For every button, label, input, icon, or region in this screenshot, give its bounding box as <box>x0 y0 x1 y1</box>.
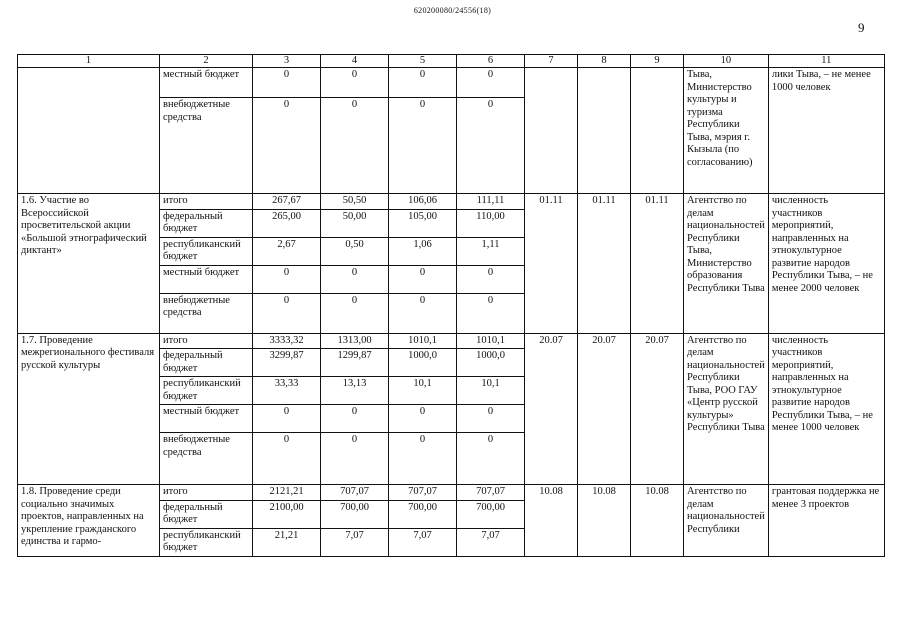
table-row <box>18 333 885 349</box>
funding-source: внебюджетные средства <box>160 433 253 485</box>
date-cell: 10.08 <box>578 485 631 557</box>
item-title-cell: 1.8. Проведение среди социально значимых проектов, направленных на укрепление гражданского единства и гармо- <box>18 485 160 557</box>
value-cell: 1000,0 <box>389 349 457 377</box>
value-cell: 0 <box>389 293 457 333</box>
value-cell: 2,67 <box>253 237 321 265</box>
header-cell: 6 <box>457 55 525 68</box>
value-cell: 0 <box>457 68 525 98</box>
funding-source: федеральный бюджет <box>160 209 253 237</box>
date-cell <box>631 68 684 194</box>
value-cell: 13,13 <box>321 377 389 405</box>
funding-source: итого <box>160 485 253 501</box>
value-cell: 1000,0 <box>457 349 525 377</box>
value-cell: 7,07 <box>457 528 525 556</box>
funding-source: республиканский бюджет <box>160 377 253 405</box>
value-cell: 111,11 <box>457 194 525 210</box>
value-cell: 7,07 <box>321 528 389 556</box>
executor-cell: Агентство по делам национальностей Республики Тыва, Министерство образования Республики Тыва <box>684 194 769 334</box>
value-cell: 50,50 <box>321 194 389 210</box>
value-cell: 0 <box>457 433 525 485</box>
date-cell: 20.07 <box>631 333 684 485</box>
date-cell: 20.07 <box>525 333 578 485</box>
value-cell: 3333,32 <box>253 333 321 349</box>
value-cell: 50,00 <box>321 209 389 237</box>
result-cell: численность участников мероприятий, направленных на этнокультурное развитие народов Республики Тыва, – не менее 2000 человек <box>768 194 884 334</box>
value-cell: 0 <box>253 293 321 333</box>
funding-source: федеральный бюджет <box>160 349 253 377</box>
value-cell: 3299,87 <box>253 349 321 377</box>
value-cell: 707,07 <box>389 485 457 501</box>
item-title-cell: 1.6. Участие во Всероссийской просветительской акции «Большой этнографический диктант» <box>18 194 160 334</box>
value-cell: 0 <box>321 265 389 293</box>
value-cell: 700,00 <box>389 500 457 528</box>
date-cell: 10.08 <box>631 485 684 557</box>
program-table <box>17 54 885 557</box>
header-cell: 7 <box>525 55 578 68</box>
funding-source: республиканский бюджет <box>160 237 253 265</box>
header-cell: 1 <box>18 55 160 68</box>
value-cell: 0 <box>457 293 525 333</box>
header-cell: 3 <box>253 55 321 68</box>
funding-source: итого <box>160 333 253 349</box>
value-cell: 265,00 <box>253 209 321 237</box>
funding-source: внебюджетные средства <box>160 98 253 194</box>
value-cell: 0 <box>321 98 389 194</box>
item-title-cell: 1.7. Проведение межрегионального фестиваля русской культуры <box>18 333 160 485</box>
result-cell: численность участников мероприятий, направленных на этнокультурное развитие народов Республики Тыва, – не менее 1000 человек <box>768 333 884 485</box>
value-cell: 2100,00 <box>253 500 321 528</box>
date-cell: 01.11 <box>631 194 684 334</box>
value-cell: 0 <box>389 405 457 433</box>
value-cell: 1299,87 <box>321 349 389 377</box>
value-cell: 707,07 <box>457 485 525 501</box>
value-cell: 0 <box>321 405 389 433</box>
header-cell: 5 <box>389 55 457 68</box>
funding-source: федеральный бюджет <box>160 500 253 528</box>
funding-source: местный бюджет <box>160 265 253 293</box>
value-cell: 0 <box>253 98 321 194</box>
date-cell: 01.11 <box>578 194 631 334</box>
table-row <box>18 194 885 210</box>
value-cell: 1,06 <box>389 237 457 265</box>
header-cell: 8 <box>578 55 631 68</box>
value-cell: 0 <box>457 98 525 194</box>
value-cell: 33,33 <box>253 377 321 405</box>
value-cell: 707,07 <box>321 485 389 501</box>
value-cell: 1313,00 <box>321 333 389 349</box>
value-cell: 7,07 <box>389 528 457 556</box>
document-id: 620200080/24556(18) <box>413 6 492 15</box>
header-cell: 4 <box>321 55 389 68</box>
value-cell: 10,1 <box>389 377 457 405</box>
value-cell: 0 <box>389 68 457 98</box>
header-cell: 11 <box>768 55 884 68</box>
executor-cell: Агентство по делам национальностей Республики <box>684 485 769 557</box>
page-number: 9 <box>858 20 865 35</box>
table-row <box>18 68 885 98</box>
value-cell: 700,00 <box>457 500 525 528</box>
executor-cell: Тыва, Министерство культуры и туризма Республики Тыва, мэрия г. Кызыла (по согласованию) <box>684 68 769 194</box>
header-cell: 9 <box>631 55 684 68</box>
funding-source: итого <box>160 194 253 210</box>
value-cell: 0 <box>389 98 457 194</box>
value-cell: 110,00 <box>457 209 525 237</box>
value-cell: 0 <box>389 433 457 485</box>
value-cell: 0 <box>457 265 525 293</box>
result-cell: лики Тыва, – не менее 1000 человек <box>768 68 884 194</box>
date-cell <box>578 68 631 194</box>
result-cell: грантовая поддержка не менее 3 проектов <box>768 485 884 557</box>
value-cell: 21,21 <box>253 528 321 556</box>
value-cell: 1010,1 <box>389 333 457 349</box>
executor-cell: Агентство по делам национальностей Республики Тыва, РОО ГАУ «Центр русской культуры» Республики Тыва <box>684 333 769 485</box>
value-cell: 1010,1 <box>457 333 525 349</box>
value-cell: 0 <box>253 433 321 485</box>
value-cell: 0 <box>321 433 389 485</box>
value-cell: 0,50 <box>321 237 389 265</box>
date-cell: 10.08 <box>525 485 578 557</box>
value-cell: 0 <box>389 265 457 293</box>
value-cell: 0 <box>253 68 321 98</box>
date-cell: 01.11 <box>525 194 578 334</box>
value-cell: 700,00 <box>321 500 389 528</box>
value-cell: 106,06 <box>389 194 457 210</box>
value-cell: 1,11 <box>457 237 525 265</box>
value-cell: 0 <box>321 68 389 98</box>
value-cell: 267,67 <box>253 194 321 210</box>
funding-source: местный бюджет <box>160 405 253 433</box>
table-row <box>18 485 885 501</box>
date-cell <box>525 68 578 194</box>
funding-source: республиканский бюджет <box>160 528 253 556</box>
header-cell: 2 <box>160 55 253 68</box>
value-cell: 0 <box>457 405 525 433</box>
value-cell: 105,00 <box>389 209 457 237</box>
value-cell: 0 <box>253 265 321 293</box>
header-cell: 10 <box>684 55 769 68</box>
date-cell: 20.07 <box>578 333 631 485</box>
value-cell: 0 <box>253 405 321 433</box>
header-row <box>18 55 885 68</box>
value-cell: 0 <box>321 293 389 333</box>
value-cell: 2121,21 <box>253 485 321 501</box>
funding-source: местный бюджет <box>160 68 253 98</box>
item-title-cell <box>18 68 160 194</box>
value-cell: 10,1 <box>457 377 525 405</box>
funding-source: внебюджетные средства <box>160 293 253 333</box>
